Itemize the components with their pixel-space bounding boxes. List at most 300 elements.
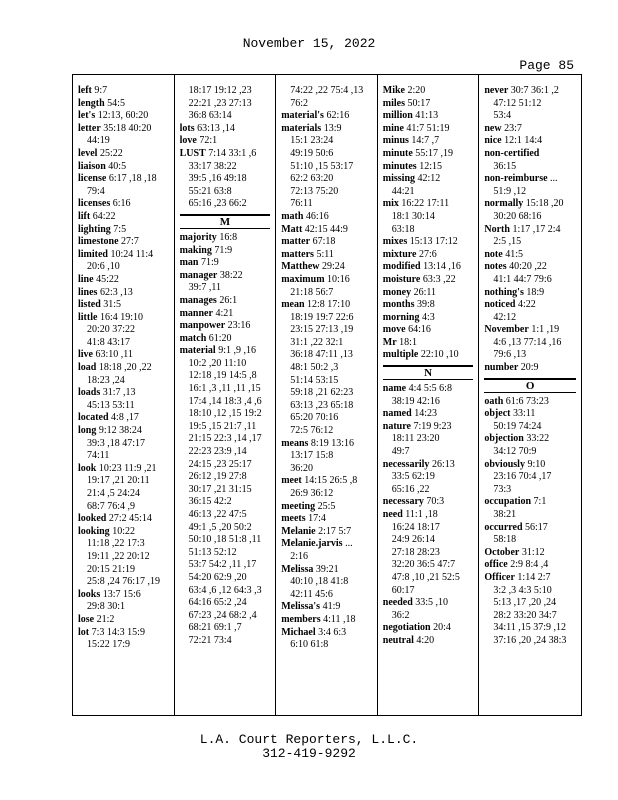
index-term: located bbox=[78, 412, 109, 424]
index-entry: missing 42:12 bbox=[382, 173, 441, 185]
index-term: look bbox=[78, 462, 97, 474]
index-term: means bbox=[281, 437, 309, 449]
index-continuation: 49:19 50:6 bbox=[290, 147, 334, 159]
index-term: lighting bbox=[78, 223, 111, 235]
index-entry: mix 16:22 17:11 bbox=[382, 198, 450, 210]
index-term: neutral bbox=[382, 634, 414, 646]
index-term: let's bbox=[78, 110, 96, 122]
index-entry: line 45:22 bbox=[78, 273, 119, 285]
index-term: object bbox=[484, 408, 511, 420]
index-term: Mr bbox=[382, 336, 397, 348]
index-entry: load 18:18 ,20 ,22 bbox=[78, 362, 152, 374]
index-continuation: 16:24 18:17 bbox=[391, 521, 440, 533]
index-entry: Matthew 29:24 bbox=[281, 261, 345, 273]
index-term: manner bbox=[179, 307, 213, 319]
index-entry: occupation 7:1 bbox=[484, 496, 547, 508]
index-entry: manages 26:1 bbox=[179, 294, 238, 306]
index-term: LUST bbox=[179, 147, 206, 159]
transcript-date: November 15, 2022 bbox=[242, 36, 376, 51]
index-continuation: 44:19 bbox=[87, 135, 110, 147]
index-term: meet bbox=[281, 475, 302, 487]
index-continuation: 45:13 53:11 bbox=[87, 399, 135, 411]
index-term: modified bbox=[382, 261, 421, 273]
index-term: nice bbox=[484, 135, 502, 147]
index-continuation: 21:15 22:3 ,14 ,17 bbox=[188, 433, 262, 445]
index-term: occupation bbox=[484, 496, 532, 508]
index-entry: North 1:17 ,17 2:4 bbox=[484, 223, 561, 235]
index-continuation: 24:9 26:14 bbox=[391, 534, 435, 546]
index-entry: means 8:19 13:16 bbox=[281, 437, 354, 449]
index-entry: moisture 63:3 ,22 bbox=[382, 273, 456, 285]
index-continuation: 15:22 17:9 bbox=[87, 639, 131, 651]
index-term: November bbox=[484, 324, 529, 336]
index-term: minute bbox=[382, 147, 413, 159]
index-term: note bbox=[484, 248, 503, 260]
index-term: manages bbox=[179, 294, 217, 306]
index-entry: level 25:22 bbox=[78, 147, 123, 159]
index-term: mixes bbox=[382, 236, 408, 248]
index-term: minutes bbox=[382, 160, 417, 172]
index-term: left bbox=[78, 85, 92, 96]
index-continuation: 18:11 23:20 bbox=[391, 433, 440, 445]
index-term: lift bbox=[78, 210, 91, 222]
index-term: long bbox=[78, 425, 97, 437]
index-term: match bbox=[179, 332, 207, 344]
index-continuation: 46:13 ,22 47:5 bbox=[188, 509, 247, 520]
index-entry: lots 63:13 ,14 bbox=[179, 122, 235, 134]
index-column bbox=[378, 75, 480, 715]
index-continuation: 2:16 bbox=[290, 550, 308, 562]
index-continuation: 36:8 63:14 bbox=[188, 110, 232, 122]
index-term: line bbox=[78, 273, 94, 285]
index-continuation: 51:9 ,12 bbox=[493, 185, 527, 197]
index-continuation: 5:13 ,17 ,20 ,24 bbox=[493, 597, 557, 609]
index-term: limestone bbox=[78, 236, 119, 248]
index-entry: manpower 23:16 bbox=[179, 320, 251, 332]
index-continuation: 4:6 ,13 77:14 ,16 bbox=[493, 336, 562, 348]
index-continuation: 19:17 ,21 20:11 bbox=[87, 475, 150, 487]
index-continuation: 73:3 bbox=[493, 483, 512, 495]
index-entry: non-reimburse ... bbox=[484, 173, 558, 185]
index-entry: material's 62:16 bbox=[281, 110, 350, 122]
index-term: non-certified bbox=[484, 147, 540, 159]
index-term: making bbox=[179, 244, 212, 256]
index-continuation: 26:12 ,19 27:8 bbox=[188, 471, 247, 483]
index-column bbox=[175, 75, 277, 715]
index-term: Officer bbox=[484, 571, 515, 583]
index-continuation: 30:17 ,21 31:15 bbox=[188, 483, 252, 495]
index-continuation: 28:2 33:20 34:7 bbox=[493, 609, 557, 621]
index-term: lines bbox=[78, 286, 98, 298]
index-entry: mixture 27:6 bbox=[382, 248, 437, 260]
index-continuation: 72:13 75:20 bbox=[290, 185, 339, 197]
index-continuation: 23:15 27:13 ,19 bbox=[290, 324, 354, 336]
index-entry: looked 27:2 45:14 bbox=[78, 513, 152, 525]
index-entry: Michael 3:4 6:3 bbox=[281, 626, 347, 638]
index-entry: lift 64:22 bbox=[78, 210, 116, 222]
index-continuation: 53:7 54:2 ,11 ,17 bbox=[188, 559, 257, 571]
index-continuation: 10:2 ,20 11:10 bbox=[188, 357, 247, 369]
index-term: license bbox=[78, 173, 107, 185]
index-continuation: 41:1 44:7 79:6 bbox=[493, 273, 552, 285]
index-continuation: 53:4 bbox=[493, 110, 512, 122]
index-continuation: 37:16 ,20 ,24 38:3 bbox=[493, 634, 567, 646]
index-continuation: 3:2 ,3 4:3 5:10 bbox=[493, 584, 552, 596]
index-entry: Melissa's 41:9 bbox=[281, 601, 341, 613]
index-continuation: 6:10 61:8 bbox=[290, 639, 329, 651]
index-entry: Melissa 39:21 bbox=[281, 563, 339, 575]
index-continuation: 79:4 bbox=[87, 185, 105, 197]
index-entry bbox=[484, 148, 579, 161]
index-continuation: 20:6 ,10 bbox=[87, 261, 120, 273]
index-entry: looking 10:22 bbox=[78, 525, 135, 537]
index-continuation: 33:5 62:19 bbox=[391, 471, 435, 483]
index-term: moisture bbox=[382, 273, 421, 285]
index-term: load bbox=[78, 362, 97, 374]
index-entry: license 6:17 ,18 ,18 bbox=[78, 173, 157, 185]
index-term: looking bbox=[78, 525, 110, 537]
index-entry: manner 4:21 bbox=[179, 307, 234, 319]
index-entry: lose 21:2 bbox=[78, 613, 115, 625]
index-entry: months 39:8 bbox=[382, 299, 435, 311]
index-term: number bbox=[484, 362, 519, 374]
index-term: lot bbox=[78, 626, 90, 638]
index-continuation: 27:18 28:23 bbox=[391, 546, 440, 558]
index-term: Michael bbox=[281, 626, 316, 638]
index-continuation: 76:2 bbox=[290, 97, 308, 109]
index-term: Mike bbox=[382, 85, 405, 96]
index-entry: multiple 22:10 ,10 bbox=[382, 349, 459, 361]
index-continuation: 67:23 ,24 68:2 ,4 bbox=[188, 609, 257, 621]
index-entry: mine 41:7 51:19 bbox=[382, 122, 450, 134]
index-continuation: 39:7 ,11 bbox=[188, 282, 222, 294]
index-entry: limited 10:24 11:4 bbox=[78, 248, 154, 260]
index-continuation: 12:18 ,19 14:5 ,8 bbox=[188, 370, 257, 382]
index-term: nature bbox=[382, 420, 411, 432]
index-entry: never 30:7 36:1 ,2 bbox=[484, 85, 559, 96]
index-continuation: 65:16 ,23 66:2 bbox=[188, 198, 247, 210]
index-term: multiple bbox=[382, 349, 419, 361]
index-continuation: 18:10 ,12 ,15 19:2 bbox=[188, 408, 262, 420]
index-entry: named 14:23 bbox=[382, 408, 437, 420]
index-entry: Mike 2:20 bbox=[382, 85, 426, 96]
index-entry: man 71:9 bbox=[179, 257, 219, 269]
index-entry: material 9:1 ,9 ,16 bbox=[179, 345, 256, 357]
index-continuation: 34:12 70:9 bbox=[493, 446, 537, 458]
index-entry: office 2:9 8:4 ,4 bbox=[484, 559, 549, 571]
index-term: occurred bbox=[484, 521, 523, 533]
index-continuation: 63:13 ,23 65:18 bbox=[290, 399, 354, 411]
index-term: months bbox=[382, 299, 415, 311]
index-term: lots bbox=[179, 122, 195, 134]
index-term: listed bbox=[78, 299, 101, 311]
index-term: obviously bbox=[484, 458, 525, 470]
reporter-name: L.A. Court Reporters, L.L.C. bbox=[199, 732, 419, 747]
index-term: negotiation bbox=[382, 622, 431, 634]
index-continuation: 29:8 30:1 bbox=[87, 601, 126, 613]
index-continuation: 36:2 bbox=[391, 609, 410, 621]
index-entry: Matt 42:15 44:9 bbox=[281, 223, 348, 235]
index-entry: lighting 7:5 bbox=[78, 223, 127, 235]
index-entry: located 4:8 ,17 bbox=[78, 412, 139, 424]
index-term: maximum bbox=[281, 273, 325, 285]
index-entry: Mr 18:1 bbox=[382, 336, 417, 348]
index-term: matter bbox=[281, 236, 311, 248]
index-entry: love 72:1 bbox=[179, 135, 218, 147]
index-continuation: 36:18 47:11 ,13 bbox=[290, 349, 353, 361]
index-term: licenses bbox=[78, 198, 111, 210]
index-entry: limestone 27:7 bbox=[78, 236, 139, 248]
index-continuation: 36:15 42:2 bbox=[188, 496, 232, 508]
index-term: mix bbox=[382, 198, 399, 210]
index-continuation: 20:20 37:22 bbox=[87, 324, 136, 336]
index-column bbox=[276, 75, 378, 715]
index-continuation: 76:11 bbox=[290, 198, 313, 210]
index-continuation: 24:15 ,23 25:17 bbox=[188, 458, 252, 470]
index-entry: nothing's 18:9 bbox=[484, 286, 545, 298]
index-entry: neutral 4:20 bbox=[382, 634, 435, 646]
index-entry: million 41:13 bbox=[382, 110, 439, 122]
index-continuation: 22:23 23:9 ,14 bbox=[188, 446, 247, 458]
index-continuation: 74:22 ,22 75:4 ,13 bbox=[290, 85, 364, 96]
index-entry: listed 31:5 bbox=[78, 299, 122, 311]
index-term: meets bbox=[281, 513, 306, 525]
index-entry: left 9:7 bbox=[78, 85, 108, 96]
index-entry: maximum 10:16 bbox=[281, 273, 350, 285]
index-entry: necessary 70:3 bbox=[382, 496, 445, 508]
index-entry: needed 33:5 ,10 bbox=[382, 597, 449, 609]
index-continuation: 18:19 19:7 22:6 bbox=[290, 311, 354, 323]
index-entry: meet 14:15 26:5 ,8 bbox=[281, 475, 358, 487]
index-continuation: 55:21 63:8 bbox=[188, 185, 232, 197]
index-continuation: 63:4 ,6 ,12 64:3 ,3 bbox=[188, 584, 262, 596]
section-letter: O bbox=[484, 378, 576, 393]
index-continuation: 32:20 36:5 47:7 bbox=[391, 559, 456, 571]
index-term: Melanie.jarvis bbox=[281, 538, 343, 550]
index-continuation: 65:16 ,22 bbox=[391, 483, 430, 495]
index-continuation: 40:10 ,18 41:8 bbox=[290, 576, 349, 588]
index-entry: match 61:20 bbox=[179, 332, 232, 344]
index-entry: math 46:16 bbox=[281, 210, 329, 222]
index-entry: negotiation 20:4 bbox=[382, 622, 451, 634]
index-entry: minus 14:7 ,7 bbox=[382, 135, 440, 147]
index-term: notes bbox=[484, 261, 507, 273]
index-entry: need 11:1 ,18 bbox=[382, 509, 438, 520]
index-continuation: 49:1 ,5 ,20 50:2 bbox=[188, 521, 252, 533]
index-continuation: 68:7 76:4 ,9 bbox=[87, 500, 136, 512]
index-continuation: 72:5 76:12 bbox=[290, 425, 334, 437]
index-entry: objection 33:22 bbox=[484, 433, 550, 445]
index-term: Matt bbox=[281, 223, 303, 235]
index-term: level bbox=[78, 147, 98, 159]
index-continuation: 36:20 bbox=[290, 462, 313, 474]
index-continuation: 63:18 bbox=[391, 223, 415, 235]
index-entry: Melanie.jarvis ... bbox=[281, 538, 353, 550]
index-term: necessarily bbox=[382, 458, 430, 470]
index-continuation: 17:4 ,14 18:3 ,4 ,6 bbox=[188, 395, 262, 407]
index-continuation: 16:1 ,3 ,11 ,11 ,15 bbox=[188, 383, 261, 395]
index-continuation: 64:16 65:2 ,24 bbox=[188, 597, 247, 609]
index-continuation: 47:12 51:12 bbox=[493, 97, 542, 109]
index-continuation: 34:11 ,15 37:9 ,12 bbox=[493, 622, 567, 634]
index-term: material's bbox=[281, 110, 324, 122]
index-term: looks bbox=[78, 588, 101, 600]
index-continuation: 42:11 45:6 bbox=[290, 588, 333, 600]
index-entry: minute 55:17 ,19 bbox=[382, 147, 454, 159]
index-term: nothing's bbox=[484, 286, 524, 298]
index-continuation: 21:4 ,5 24:24 bbox=[87, 488, 141, 499]
index-term: October bbox=[484, 546, 520, 558]
index-term: length bbox=[78, 97, 105, 109]
index-continuation: 42:12 bbox=[493, 311, 517, 323]
index-term: live bbox=[78, 349, 93, 361]
index-continuation: 62:2 63:20 bbox=[290, 173, 334, 185]
index-entry: move 64:16 bbox=[382, 324, 431, 336]
index-entry: object 33:11 bbox=[484, 408, 536, 420]
word-index-table bbox=[72, 74, 582, 716]
index-continuation: 11:18 ,22 17:3 bbox=[87, 538, 145, 550]
index-term: necessary bbox=[382, 496, 424, 508]
index-term: need bbox=[382, 509, 403, 520]
index-entry: licenses 6:16 bbox=[78, 198, 131, 210]
index-term: missing bbox=[382, 173, 416, 185]
index-entry: look 10:23 11:9 ,21 bbox=[78, 462, 157, 474]
index-entry: mean 12:8 17:10 bbox=[281, 299, 351, 311]
index-entry: minutes 12:15 bbox=[382, 160, 442, 172]
index-entry: looks 13:7 15:6 bbox=[78, 588, 141, 600]
index-entry: members 4:11 ,18 bbox=[281, 613, 356, 625]
index-entry: matter 67:18 bbox=[281, 236, 336, 248]
index-continuation: 65:20 70:16 bbox=[290, 412, 339, 424]
index-term: limited bbox=[78, 248, 108, 260]
index-entry: lines 62:3 ,13 bbox=[78, 286, 133, 298]
index-entry: nature 7:19 9:23 bbox=[382, 420, 452, 432]
index-term: meeting bbox=[281, 500, 316, 512]
index-term: members bbox=[281, 613, 321, 625]
index-term: minus bbox=[382, 135, 409, 147]
index-term: man bbox=[179, 257, 199, 269]
index-entry: liaison 40:5 bbox=[78, 160, 127, 172]
index-continuation: 72:21 73:4 bbox=[188, 634, 232, 646]
index-term: needed bbox=[382, 597, 413, 609]
index-entry: money 26:11 bbox=[382, 286, 437, 298]
index-entry: matters 5:11 bbox=[281, 248, 334, 260]
index-continuation: 19:5 ,15 21:7 ,11 bbox=[188, 420, 257, 432]
index-continuation: 38:19 42:16 bbox=[391, 395, 440, 407]
index-entry: oath 61:6 73:23 bbox=[484, 395, 549, 407]
index-entry: meets 17:4 bbox=[281, 513, 326, 525]
index-column bbox=[73, 75, 175, 715]
index-continuation: 50:19 74:24 bbox=[493, 420, 542, 432]
index-term: office bbox=[484, 559, 508, 571]
index-term: majority bbox=[179, 231, 217, 243]
index-term: looked bbox=[78, 513, 107, 525]
index-entry: mixes 15:13 17:12 bbox=[382, 236, 458, 248]
index-entry: obviously 9:10 bbox=[484, 458, 546, 470]
index-term: objection bbox=[484, 433, 524, 445]
index-continuation: 25:8 ,24 76:17 ,19 bbox=[87, 576, 161, 588]
index-entry: morning 4:3 bbox=[382, 311, 435, 323]
index-continuation: 39:5 ,16 49:18 bbox=[188, 173, 247, 185]
index-continuation: 2:5 ,15 bbox=[493, 236, 522, 248]
index-entry: new 23:7 bbox=[484, 122, 522, 134]
index-term: never bbox=[484, 85, 509, 96]
index-term: non-reimburse bbox=[484, 173, 548, 185]
index-term: liaison bbox=[78, 160, 106, 172]
index-entry: November 1:1 ,19 bbox=[484, 324, 560, 336]
index-entry: notes 40:20 ,22 bbox=[484, 261, 547, 273]
index-entry: number 20:9 bbox=[484, 362, 539, 374]
index-term: Matthew bbox=[281, 261, 320, 273]
index-continuation: 22:21 ,23 27:13 bbox=[188, 97, 252, 109]
index-entry: noticed 4:22 bbox=[484, 299, 536, 311]
index-continuation: 13:17 15:8 bbox=[290, 450, 334, 462]
index-term: math bbox=[281, 210, 304, 222]
index-term: Melanie bbox=[281, 525, 316, 537]
index-entry: let's 12:13, 60:20 bbox=[78, 110, 149, 122]
index-entry: lot 7:3 14:3 15:9 bbox=[78, 626, 145, 638]
index-term: mean bbox=[281, 299, 305, 311]
index-continuation: 26:9 36:12 bbox=[290, 488, 334, 499]
section-letter: N bbox=[383, 365, 474, 380]
index-entry: miles 50:17 bbox=[382, 97, 431, 109]
index-entry: modified 13:14 ,16 bbox=[382, 261, 461, 273]
index-term: oath bbox=[484, 395, 504, 407]
index-entry: Officer 1:14 2:7 bbox=[484, 571, 551, 583]
index-continuation: 38:21 bbox=[493, 509, 517, 520]
index-continuation: 18:1 30:14 bbox=[391, 210, 435, 222]
index-continuation: 18:23 ,24 bbox=[87, 374, 125, 386]
index-term: normally bbox=[484, 198, 524, 210]
index-continuation: 51:10 ,15 53:17 bbox=[290, 160, 354, 172]
index-entry: necessarily 26:13 bbox=[382, 458, 455, 470]
index-continuation: 41:8 43:17 bbox=[87, 336, 131, 348]
index-term: letter bbox=[78, 122, 101, 134]
index-entry: normally 15:18 ,20 bbox=[484, 198, 564, 210]
index-continuation: 30:20 68:16 bbox=[493, 210, 542, 222]
index-continuation: 39:3 ,18 47:17 bbox=[87, 437, 146, 449]
index-continuation: 23:16 70:4 ,17 bbox=[493, 471, 552, 483]
index-entry: materials 13:9 bbox=[281, 122, 342, 134]
index-entry: LUST 7:14 33:1 ,6 bbox=[179, 147, 257, 159]
index-entry: majority 16:8 bbox=[179, 231, 238, 243]
reporter-phone: 312-419-9292 bbox=[262, 746, 356, 761]
index-continuation: 58:18 bbox=[493, 534, 517, 546]
index-continuation: 15:1 23:24 bbox=[290, 135, 334, 147]
index-entry: occurred 56:17 bbox=[484, 521, 548, 533]
index-term: material bbox=[179, 345, 216, 357]
index-continuation: 19:11 ,22 20:12 bbox=[87, 550, 150, 562]
section-letter: M bbox=[180, 214, 271, 229]
index-entry: loads 31:7 ,13 bbox=[78, 387, 136, 399]
index-continuation: 59:18 ,21 62:23 bbox=[290, 387, 354, 399]
index-continuation: 54:20 62:9 ,20 bbox=[188, 571, 247, 583]
index-entry: letter 35:18 40:20 bbox=[78, 122, 152, 134]
index-entry: meeting 25:5 bbox=[281, 500, 336, 512]
index-continuation: 47:8 ,10 ,21 52:5 bbox=[391, 571, 460, 583]
index-term: manager bbox=[179, 269, 218, 281]
index-continuation: 33:17 38:22 bbox=[188, 160, 237, 172]
index-term: money bbox=[382, 286, 412, 298]
index-term: million bbox=[382, 110, 413, 122]
index-continuation: 20:15 21:19 bbox=[87, 563, 136, 575]
index-continuation: 44:21 bbox=[391, 185, 415, 197]
index-term: named bbox=[382, 408, 412, 420]
index-continuation: 60:17 bbox=[391, 584, 415, 596]
index-entry: note 41:5 bbox=[484, 248, 523, 260]
index-entry: nice 12:1 14:4 bbox=[484, 135, 543, 147]
index-term: Melissa's bbox=[281, 601, 321, 613]
